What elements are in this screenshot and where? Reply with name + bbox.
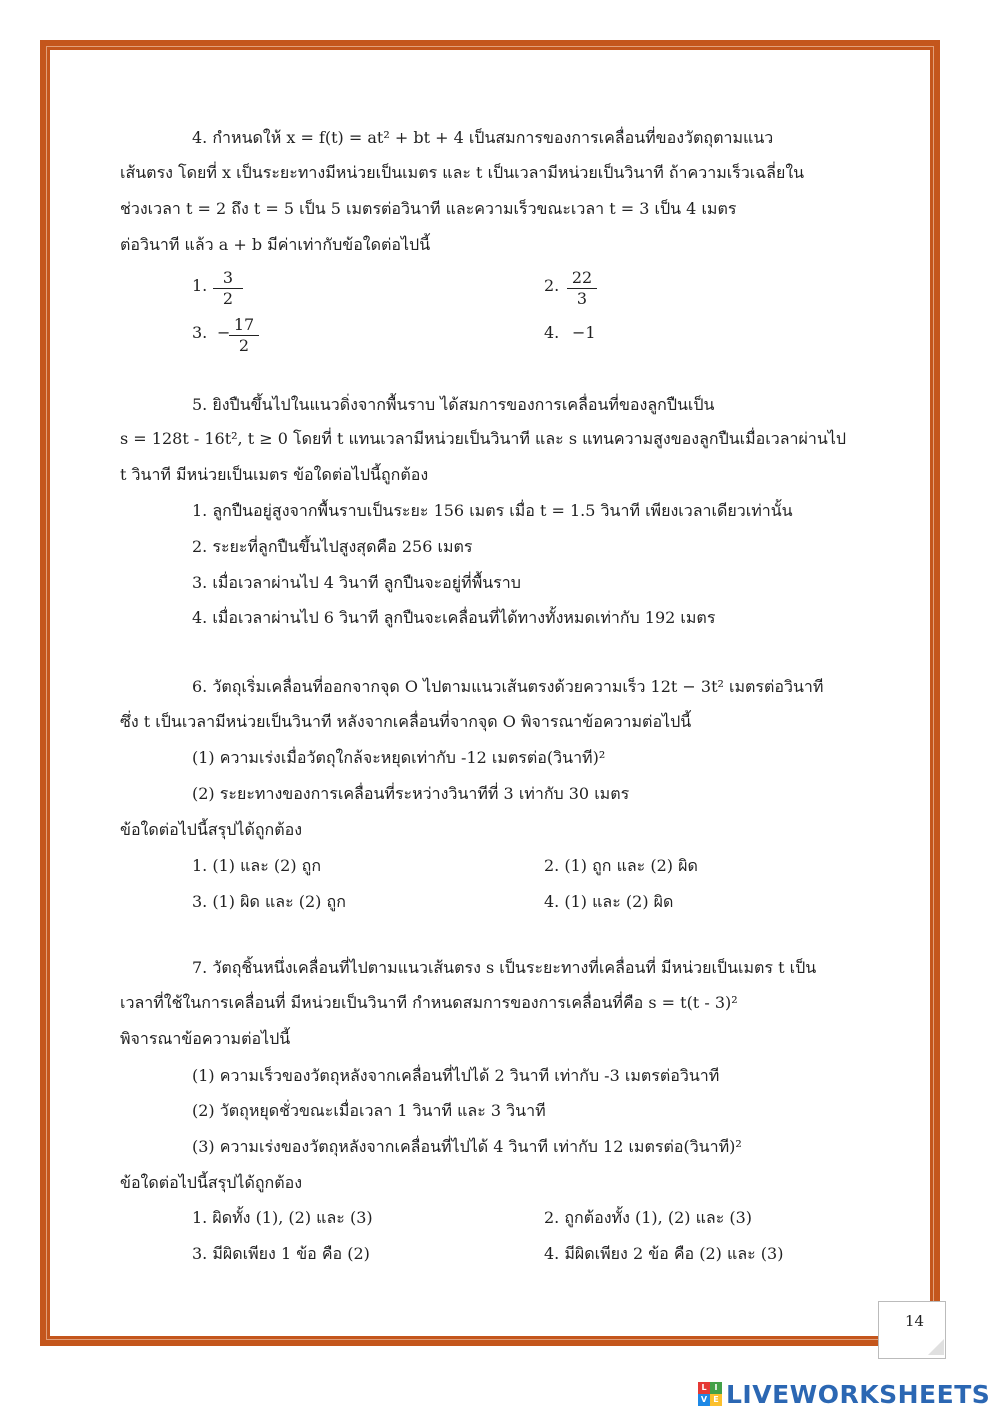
q7-choice3: 3. มีผิดเพียง 1 ข้อ คือ (2) — [192, 1244, 370, 1263]
q4-choice2-den: 3 — [576, 289, 588, 308]
q4-choice3-num: 17 — [229, 315, 259, 336]
q5-choice4: 4. เมื่อเวลาผ่านไป 6 วินาที ลูกปืนจะเคลื่อนที่ได้ทางทั้งหมดเท่ากับ 192 เมตร — [192, 608, 716, 627]
q4-line1: 4. กำหนดให้ x = f(t) = at² + bt + 4 เป็นสมการของการเคลื่อนที่ของวัตถุตามแนว — [192, 128, 774, 147]
q4-choice2-fraction — [567, 268, 597, 309]
q4-choice3-fraction — [229, 315, 259, 356]
q6-choice3: 3. (1) ผิด และ (2) ถูก — [192, 892, 346, 911]
q7-question: ข้อใดต่อไปนี้สรุปได้ถูกต้อง — [120, 1173, 303, 1192]
q6-statement1: (1) ความเร่งเมื่อวัตถุใกล้จะหยุดเท่ากับ -12 เมตรต่อ(วินาที)² — [192, 748, 606, 767]
q6-choice4: 4. (1) และ (2) ผิด — [544, 892, 674, 911]
q6-question: ข้อใดต่อไปนี้สรุปได้ถูกต้อง — [120, 820, 303, 839]
q4-choice3-den: 2 — [238, 336, 250, 355]
q4-line4: ต่อวินาที แล้ว a + b มีค่าเท่ากับข้อใดต่อไปนี้ — [120, 235, 431, 254]
q4-choice4-label: 4. — [544, 323, 560, 342]
q4-choice1-num: 3 — [213, 268, 243, 289]
q4-choice1-label: 1. — [192, 276, 208, 295]
q6-choice2: 2. (1) ถูก และ (2) ผิด — [544, 856, 698, 875]
q7-line1: 7. วัตถุชิ้นหนึ่งเคลื่อนที่ไปตามแนวเส้นตรง s เป็นระยะทางที่เคลื่อนที่ มีหน่วยเป็นเมตร t เป็น — [192, 958, 817, 977]
q7-statement3: (3) ความเร่งของวัตถุหลังจากเคลื่อนที่ไปได้ 4 วินาที เท่ากับ 12 เมตรต่อ(วินาที)² — [192, 1137, 742, 1156]
q4-choice3-sign: − — [217, 323, 231, 342]
q5-choice2: 2. ระยะที่ลูกปืนขึ้นไปสูงสุดคือ 256 เมตร — [192, 537, 473, 556]
q7-choice1: 1. ผิดทั้ง (1), (2) และ (3) — [192, 1208, 373, 1227]
q4-choice1-den: 2 — [222, 289, 234, 308]
q4-line2: เส้นตรง โดยที่ x เป็นระยะทางมีหน่วยเป็นเมตร และ t เป็นเวลามีหน่วยเป็นวินาที ถ้าความเร็วเฉลี่ยใน — [120, 163, 805, 182]
q5-choice3: 3. เมื่อเวลาผ่านไป 4 วินาที ลูกปืนจะอยู่ที่พื้นราบ — [192, 573, 521, 592]
page-number: 14 — [905, 1312, 925, 1330]
q7-statement1: (1) ความเร็วของวัตถุหลังจากเคลื่อนที่ไปได้ 2 วินาที เท่ากับ -3 เมตรต่อวินาที — [192, 1066, 720, 1085]
q4-choice3-label: 3. — [192, 323, 208, 342]
q6-statement2: (2) ระยะทางของการเคลื่อนที่ระหว่างวินาทีที่ 3 เท่ากับ 30 เมตร — [192, 784, 630, 803]
q6-line2: ซึ่ง t เป็นเวลามีหน่วยเป็นวินาที หลังจากเคลื่อนที่จากจุด O พิจารณาข้อความต่อไปนี้ — [120, 712, 692, 731]
liveworksheets-logo-text: LIVEWORKSHEETS — [726, 1379, 991, 1409]
q7-choice4: 4. มีผิดเพียง 2 ข้อ คือ (2) และ (3) — [544, 1244, 784, 1263]
liveworksheets-logo[interactable] — [698, 1378, 990, 1410]
q7-statement2: (2) วัตถุหยุดชั่วขณะเมื่อเวลา 1 วินาที และ 3 วินาที — [192, 1101, 546, 1120]
page-curl-icon — [928, 1339, 944, 1355]
q7-line3: พิจารณาข้อความต่อไปนี้ — [120, 1029, 291, 1048]
q5-choice1: 1. ลูกปืนอยู่สูงจากพื้นราบเป็นระยะ 156 เมตร เมื่อ t = 1.5 วินาที เพียงเวลาเดียวเท่านั้น — [192, 501, 793, 520]
q5-line2: s = 128t - 16t², t ≥ 0 โดยที่ t แทนเวลามีหน่วยเป็นวินาที และ s แทนความสูงของลูกปืนเมื่อเวลาผ่านไป — [120, 429, 847, 448]
q4-line3: ช่วงเวลา t = 2 ถึง t = 5 เป็น 5 เมตรต่อวินาที และความเร็วขณะเวลา t = 3 เป็น 4 เมตร — [120, 199, 737, 218]
q5-line3: t วินาที มีหน่วยเป็นเมตร ข้อใดต่อไปนี้ถูกต้อง — [120, 465, 429, 484]
q7-line2: เวลาที่ใช้ในการเคลื่อนที่ มีหน่วยเป็นวินาที กำหนดสมการของการเคลื่อนที่คือ s = t(t - 3)² — [120, 993, 738, 1012]
liveworksheets-logo-icon: L I V E — [698, 1382, 722, 1406]
q4-choice1-fraction — [213, 268, 243, 309]
q4-choice2-label: 2. — [544, 276, 560, 295]
q4-choice2-num: 22 — [567, 268, 597, 289]
q4-choice4-text: −1 — [572, 323, 596, 342]
q7-choice2: 2. ถูกต้องทั้ง (1), (2) และ (3) — [544, 1208, 753, 1227]
q6-choice1: 1. (1) และ (2) ถูก — [192, 856, 322, 875]
q5-line1: 5. ยิงปืนขึ้นไปในแนวดิ่งจากพื้นราบ ได้สมการของการเคลื่อนที่ของลูกปืนเป็น — [192, 395, 715, 414]
q6-line1: 6. วัตถุเริ่มเคลื่อนที่ออกจากจุด O ไปตามแนวเส้นตรงด้วยความเร็ว 12t − 3t² เมตรต่อวินาที — [192, 677, 824, 696]
